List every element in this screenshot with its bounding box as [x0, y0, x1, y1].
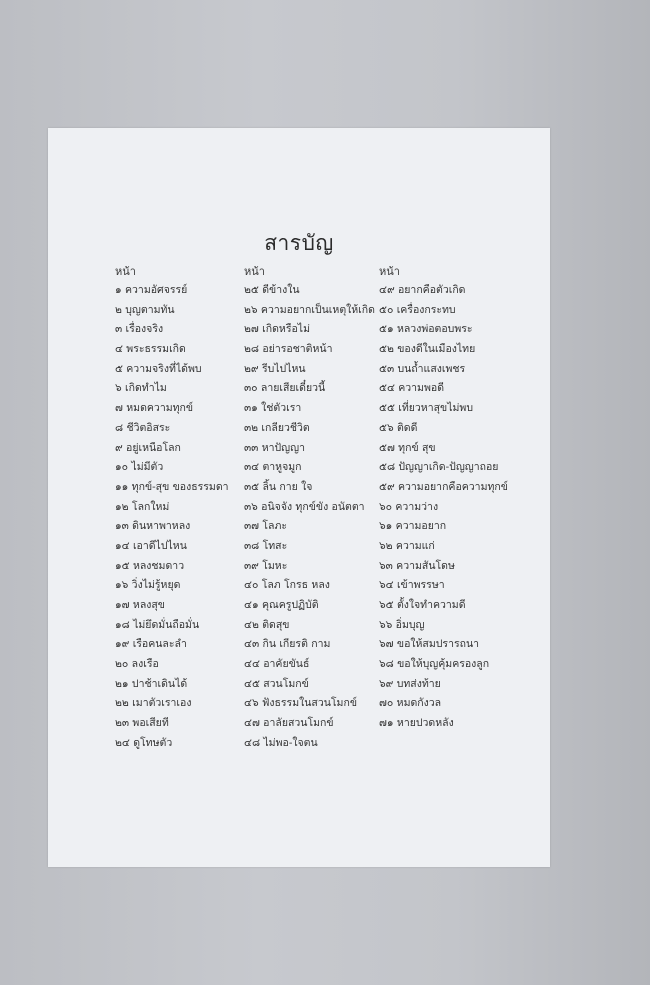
- toc-entry: ๓๔ ตาหูจมูก: [244, 461, 302, 474]
- toc-entry: ๓๑ ใช่ตัวเรา: [244, 402, 302, 415]
- toc-entry: ๔๙ อยากคือตัวเกิด: [379, 284, 466, 296]
- toc-entry: ๖ เกิดทำไม: [115, 382, 167, 395]
- toc-entry: ๔๒ ติดสุข: [244, 618, 290, 631]
- toc-entry: ๓๗ โลภะ: [244, 520, 288, 533]
- toc-entry: ๕๘ ปัญญาเกิด-ปัญญาถอย: [379, 461, 499, 474]
- toc-entry: ๘ ชีวิตอิสระ: [115, 421, 171, 434]
- toc-entry: ๒๔ ดูโทษตัว: [115, 736, 173, 749]
- toc-entry: ๕๐ เครื่องกระทบ: [379, 303, 456, 316]
- toc-entry: ๓๕ ลิ้น กาย ใจ: [244, 480, 313, 493]
- toc-entry: ๗๐ หมดกังวล: [379, 697, 442, 710]
- toc-entry: ๒๐ ลงเรือ: [115, 658, 159, 671]
- toc-column-1: [115, 263, 265, 754]
- toc-entry: ๒๙ รีบไปไหน: [244, 362, 306, 375]
- toc-entry: ๕๒ ของดีในเมืองไทย: [379, 343, 476, 356]
- toc-entry: ๑๗ หลงสุข: [115, 599, 165, 611]
- toc-column-3: [379, 263, 529, 734]
- toc-entry: ๑๔ เอาดีไปไหน: [115, 539, 187, 552]
- toc-entry: ๔๖ ฟังธรรมในสวนโมกข์: [244, 697, 358, 710]
- toc-entry: ๕๓ บนถ้ำแสงเพชร: [379, 362, 466, 375]
- toc-entry: ๑ ความอัศจรรย์: [115, 284, 188, 296]
- toc-entry: ๓๓ หาปัญญา: [244, 441, 305, 454]
- toc-entry: ๙ อยู่เหนือโลก: [115, 441, 181, 454]
- toc-entry: ๕๗ ทุกข์ สุข: [379, 441, 436, 454]
- toc-entry: ๒๘ อย่ารอชาติหน้า: [244, 343, 333, 356]
- toc-entry: ๕ ความจริงที่ได้พบ: [115, 362, 202, 375]
- toc-entry: ๖๔ เข้าพรรษา: [379, 579, 445, 592]
- toc-entry: ๕๙ ความอยากคือความทุกข์: [379, 480, 508, 493]
- toc-entry: ๑๑ ทุกข์-สุข ของธรรมดา: [115, 480, 229, 493]
- toc-entry: ๖๓ ความสันโดษ: [379, 559, 455, 572]
- toc-entry: ๕๕ เที่ยวหาสุขไม่พบ: [379, 402, 473, 415]
- toc-entry: ๖๖ อิ่มบุญ: [379, 618, 425, 631]
- toc-entry: ๖๒ ความแก่: [379, 539, 435, 552]
- toc-entry: ๖๑ ความอยาก: [379, 520, 447, 533]
- toc-entry: ๕๔ ความพอดี: [379, 382, 445, 395]
- toc-entry: ๔๕ สวนโมกข์: [244, 677, 309, 690]
- toc-entry: ๑๙ เรือคนละลำ: [115, 638, 187, 651]
- toc-entry: ๑๐ ไม่มีตัว: [115, 461, 164, 474]
- toc-entry: ๓๘ โทสะ: [244, 539, 288, 552]
- toc-entry: ๑๘ ไม่ยึดมั่นถือมั่น: [115, 618, 200, 631]
- toc-entry: ๔ พระธรรมเกิด: [115, 343, 186, 356]
- toc-entry: ๖๐ ความว่าง: [379, 500, 439, 513]
- toc-entry: ๗๑ หายปวดหลัง: [379, 717, 454, 730]
- toc-column-2: [244, 263, 394, 754]
- toc-entry: ๑๒ โลกใหม่: [115, 500, 170, 513]
- toc-entry: ๒๕ ดีข้างใน: [244, 284, 300, 296]
- toc-entry: ๒๓ พอเสียที: [115, 717, 169, 730]
- toc-entry: ๔๐ โลภ โกรธ หลง: [244, 579, 330, 592]
- toc-entry: ๔๑ คุณครูปฏิบัติ: [244, 599, 319, 611]
- column-header: หน้า: [244, 265, 265, 278]
- toc-entry: ๒๖ ความอยากเป็นเหตุให้เกิด: [244, 303, 375, 316]
- toc-entry: ๔๔ อาคัยขันธ์: [244, 658, 310, 671]
- column-header: หน้า: [379, 265, 400, 278]
- toc-entry: ๔๗ อาลัยสวนโมกข์: [244, 717, 334, 730]
- page-title: สารบัญ: [264, 231, 334, 255]
- toc-entry: ๒๒ เมาตัวเราเอง: [115, 697, 192, 710]
- toc-entry: ๒๗ เกิดหรือไม่: [244, 323, 310, 336]
- toc-entry: ๒๑ ปาช้าเดินได้: [115, 677, 188, 690]
- toc-entry: ๖๙ บทส่งท้าย: [379, 677, 441, 690]
- toc-entry: ๑๖ วิ่งไม่รู้หยุด: [115, 579, 181, 592]
- toc-entry: ๖๗ ขอให้สมปรารถนา: [379, 638, 480, 651]
- toc-entry: ๓๙ โมหะ: [244, 559, 288, 572]
- toc-entry: ๖๘ ขอให้บุญคุ้มครองลูก: [379, 658, 490, 671]
- toc-entry: ๖๕ ตั้งใจทำความดี: [379, 599, 466, 611]
- toc-entry: ๓๖ อนิจจัง ทุกข์ขัง อนัตตา: [244, 500, 365, 513]
- toc-entry: ๑๓ ดินหาพาหลง: [115, 520, 191, 533]
- toc-entry: ๓๐ ลายเสียเดี๋ยวนี้: [244, 382, 326, 395]
- toc-entry: ๔๓ กิน เกียรติ กาม: [244, 638, 331, 651]
- toc-entry: ๓ เรื่องจริง: [115, 323, 164, 336]
- toc-entry: ๕๖ ติดดี: [379, 421, 418, 434]
- toc-page: [48, 128, 550, 867]
- toc-entry: ๕๑ หลวงพ่อตอบพระ: [379, 323, 473, 336]
- toc-entry: ๑๕ หลงชมดาว: [115, 559, 185, 572]
- toc-entry: ๗ หมดความทุกข์: [115, 402, 194, 415]
- toc-entry: ๒ บุญตามทัน: [115, 303, 175, 316]
- toc-entry: ๔๘ ไม่พอ-ใจตน: [244, 736, 318, 749]
- column-header: หน้า: [115, 265, 136, 278]
- toc-entry: ๓๒ เกลียวชีวิต: [244, 421, 310, 434]
